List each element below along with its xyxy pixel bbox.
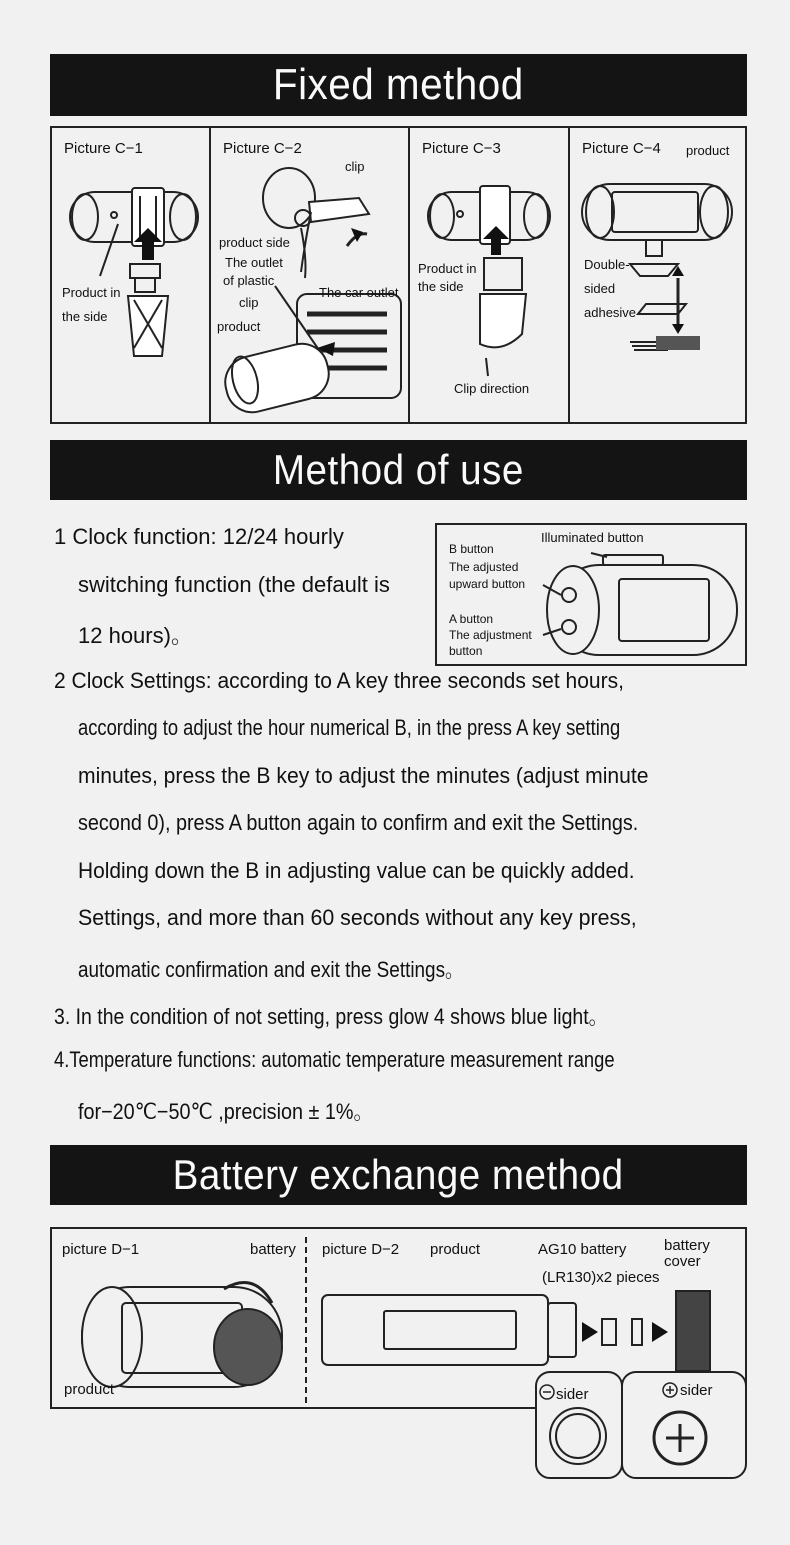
- picture-c2-product: product: [217, 319, 261, 334]
- picture-c2-title: Picture C−2: [223, 140, 302, 157]
- use-line-6: minutes, press the B key to adjust the minutes (adjust minute: [78, 763, 649, 788]
- a-button-label: A button: [449, 612, 494, 626]
- use-line-11: 3. In the condition of not setting, press glow 4 shows blue light。: [54, 1004, 609, 1029]
- picture-c2-panel: [211, 128, 410, 422]
- picture-c1-label-line1: Product in: [62, 285, 121, 300]
- negative-side-label: sider: [556, 1386, 589, 1403]
- button-diagram: [435, 523, 747, 666]
- picture-c3-clip-direction: Clip direction: [454, 381, 530, 396]
- use-line-9: Settings, and more than 60 seconds without any key press,: [78, 905, 637, 930]
- picture-d2-product-label: product: [430, 1241, 481, 1258]
- picture-c4-adhesive-line2: sided: [584, 281, 616, 296]
- picture-c2-outlet-line1: The outlet: [225, 255, 283, 270]
- picture-d1-battery-label: battery: [250, 1241, 296, 1258]
- picture-c1-drawing: [52, 128, 209, 422]
- use-line-13: for−20℃−50℃ ,precision ± 1%。: [78, 1099, 374, 1124]
- picture-c3-panel: [410, 128, 570, 422]
- battery-exchange-title: Battery exchange method: [173, 1151, 624, 1198]
- fixed-method-panels: [50, 126, 747, 424]
- picture-c4-adhesive-line3: adhesive: [584, 305, 637, 320]
- picture-c2-outlet-line2: of plastic: [223, 273, 275, 288]
- picture-c3-label-line1: Product in: [418, 261, 477, 276]
- picture-d1-title: picture D−1: [62, 1241, 140, 1258]
- b-button-desc-line1: The adjusted: [449, 560, 519, 574]
- use-line-3: 12 hours)。: [78, 623, 193, 648]
- picture-d2-title: picture D−2: [322, 1241, 400, 1258]
- picture-c4-panel: [570, 128, 745, 422]
- illuminated-button-label: Illuminated button: [541, 530, 644, 545]
- method-of-use-title: Method of use: [273, 446, 524, 493]
- a-button-desc-line1: The adjustment: [449, 628, 532, 642]
- use-line-10: automatic confirmation and exit the Settings。: [78, 957, 464, 982]
- picture-c2-clip-mid: clip: [239, 295, 259, 310]
- picture-c4-title: Picture C−4: [582, 140, 661, 157]
- use-line-1: 1 Clock function: 12/24 hourly: [54, 524, 344, 549]
- picture-c4-product: product: [686, 143, 730, 158]
- picture-c4-adhesive-line1: Double-: [584, 257, 630, 272]
- fixed-method-title: Fixed method: [273, 60, 524, 109]
- picture-c2-car-outlet: The car outlet: [319, 285, 399, 300]
- picture-c2-clip-top: clip: [345, 159, 365, 174]
- picture-c3-title: Picture C−3: [422, 140, 501, 157]
- picture-c1-title: Picture C−1: [64, 140, 143, 157]
- b-button-desc-line2: upward button: [449, 577, 526, 591]
- picture-c3-label-line2: the side: [418, 279, 464, 294]
- battery-exchange-banner: [50, 1145, 747, 1205]
- a-button-desc-line2: button: [449, 644, 483, 658]
- method-of-use-banner: [50, 440, 747, 500]
- positive-side-label: sider: [680, 1382, 713, 1399]
- battery-panel-divider: [305, 1237, 307, 1403]
- picture-d1-product-label: product: [64, 1381, 115, 1398]
- use-line-7: second 0), press A button again to confirm and exit the Settings.: [78, 810, 639, 835]
- b-button-label: B button: [449, 542, 494, 556]
- use-line-4: 2 Clock Settings: according to A key three seconds set hours,: [54, 668, 624, 693]
- use-line-2: switching function (the default is: [78, 572, 390, 597]
- ag10-battery-label: AG10 battery: [538, 1241, 627, 1258]
- use-line-5: according to adjust the hour numerical B, in the press A key setting: [78, 715, 621, 740]
- picture-c1-label-line2: the side: [62, 309, 108, 324]
- picture-c4-drawing: [570, 128, 743, 422]
- battery-cover-label-line1: battery: [664, 1237, 710, 1254]
- picture-c1-panel: [52, 128, 211, 422]
- use-line-8: Holding down the B in adjusting value can be quickly added.: [78, 858, 635, 883]
- lr130-label: (LR130)x2 pieces: [542, 1269, 660, 1286]
- use-line-12: 4.Temperature functions: automatic temperature measurement range: [54, 1047, 615, 1072]
- battery-cover-label-line2: cover: [664, 1253, 701, 1270]
- fixed-method-banner: [50, 54, 747, 116]
- polarity-callouts: [520, 1360, 752, 1486]
- picture-c2-product-side: product side: [219, 235, 290, 250]
